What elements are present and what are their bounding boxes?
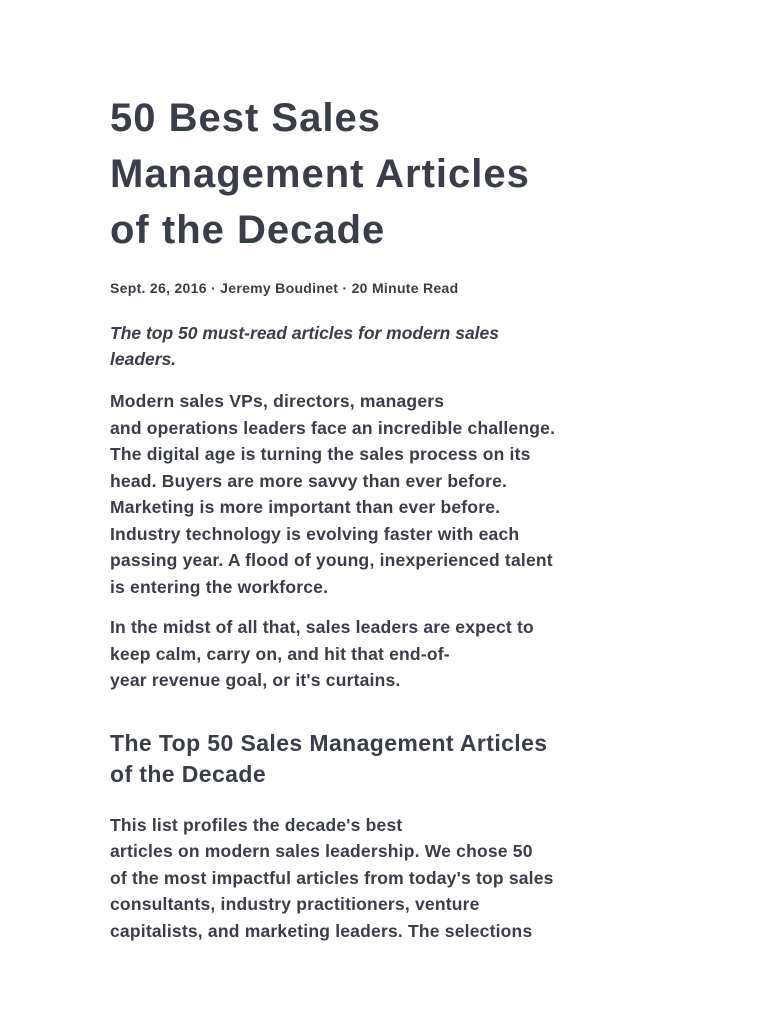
subtitle-line: leaders. <box>110 349 177 369</box>
section-heading <box>110 728 658 790</box>
article-title-full <box>110 944 111 945</box>
title-line: Management Articles <box>110 152 530 196</box>
list-intro-paragraph <box>110 812 658 945</box>
paragraph-line: In the midst of all that, sales leaders are expect to <box>110 617 534 637</box>
paragraph-line: Modern sales VPs, directors, managers <box>110 391 445 411</box>
paragraph-line: This list profiles the decade's best <box>110 814 403 835</box>
paragraph-line: The digital age is turning the sales process on its <box>110 444 531 464</box>
paragraph-line: head. Buyers are more savvy than ever before. <box>110 470 508 491</box>
paragraph-line: and operations leaders face an incredible challenge. <box>110 417 556 438</box>
article-meta: Sept. 26, 2016 · Jeremy Boudinet · 20 Minute Read <box>110 280 459 296</box>
article-title <box>110 90 658 258</box>
paragraph-line: passing year. A flood of young, inexperienced talent <box>110 550 553 570</box>
second-paragraph <box>110 614 658 694</box>
paragraph-line: year revenue goal, or it's curtains. <box>110 670 401 690</box>
heading-line: of the Decade <box>110 760 267 787</box>
paragraph-line: Marketing is more important than ever before. <box>110 497 501 517</box>
paragraph-line: keep calm, carry on, and hit that end-of- <box>110 643 450 664</box>
article-subtitle <box>110 320 658 372</box>
title-line: of the Decade <box>110 208 386 252</box>
subtitle-line: The top 50 must-read articles for modern sales <box>110 323 500 343</box>
paragraph-line: consultants, industry practitioners, venture <box>110 894 480 914</box>
paragraph-line: of the most impactful articles from today's top sales <box>110 867 554 888</box>
title-line: 50 Best Sales <box>110 96 381 140</box>
heading-line: The Top 50 Sales Management Articles <box>110 729 548 756</box>
paragraph-line: capitalists, and marketing leaders. The selections <box>110 920 533 941</box>
paragraph-line: articles on modern sales leadership. We chose 50 <box>110 841 533 861</box>
paragraph-line: Industry technology is evolving faster with each <box>110 523 520 544</box>
intro-paragraph <box>110 388 658 600</box>
paragraph-line: is entering the workforce. <box>110 576 329 597</box>
